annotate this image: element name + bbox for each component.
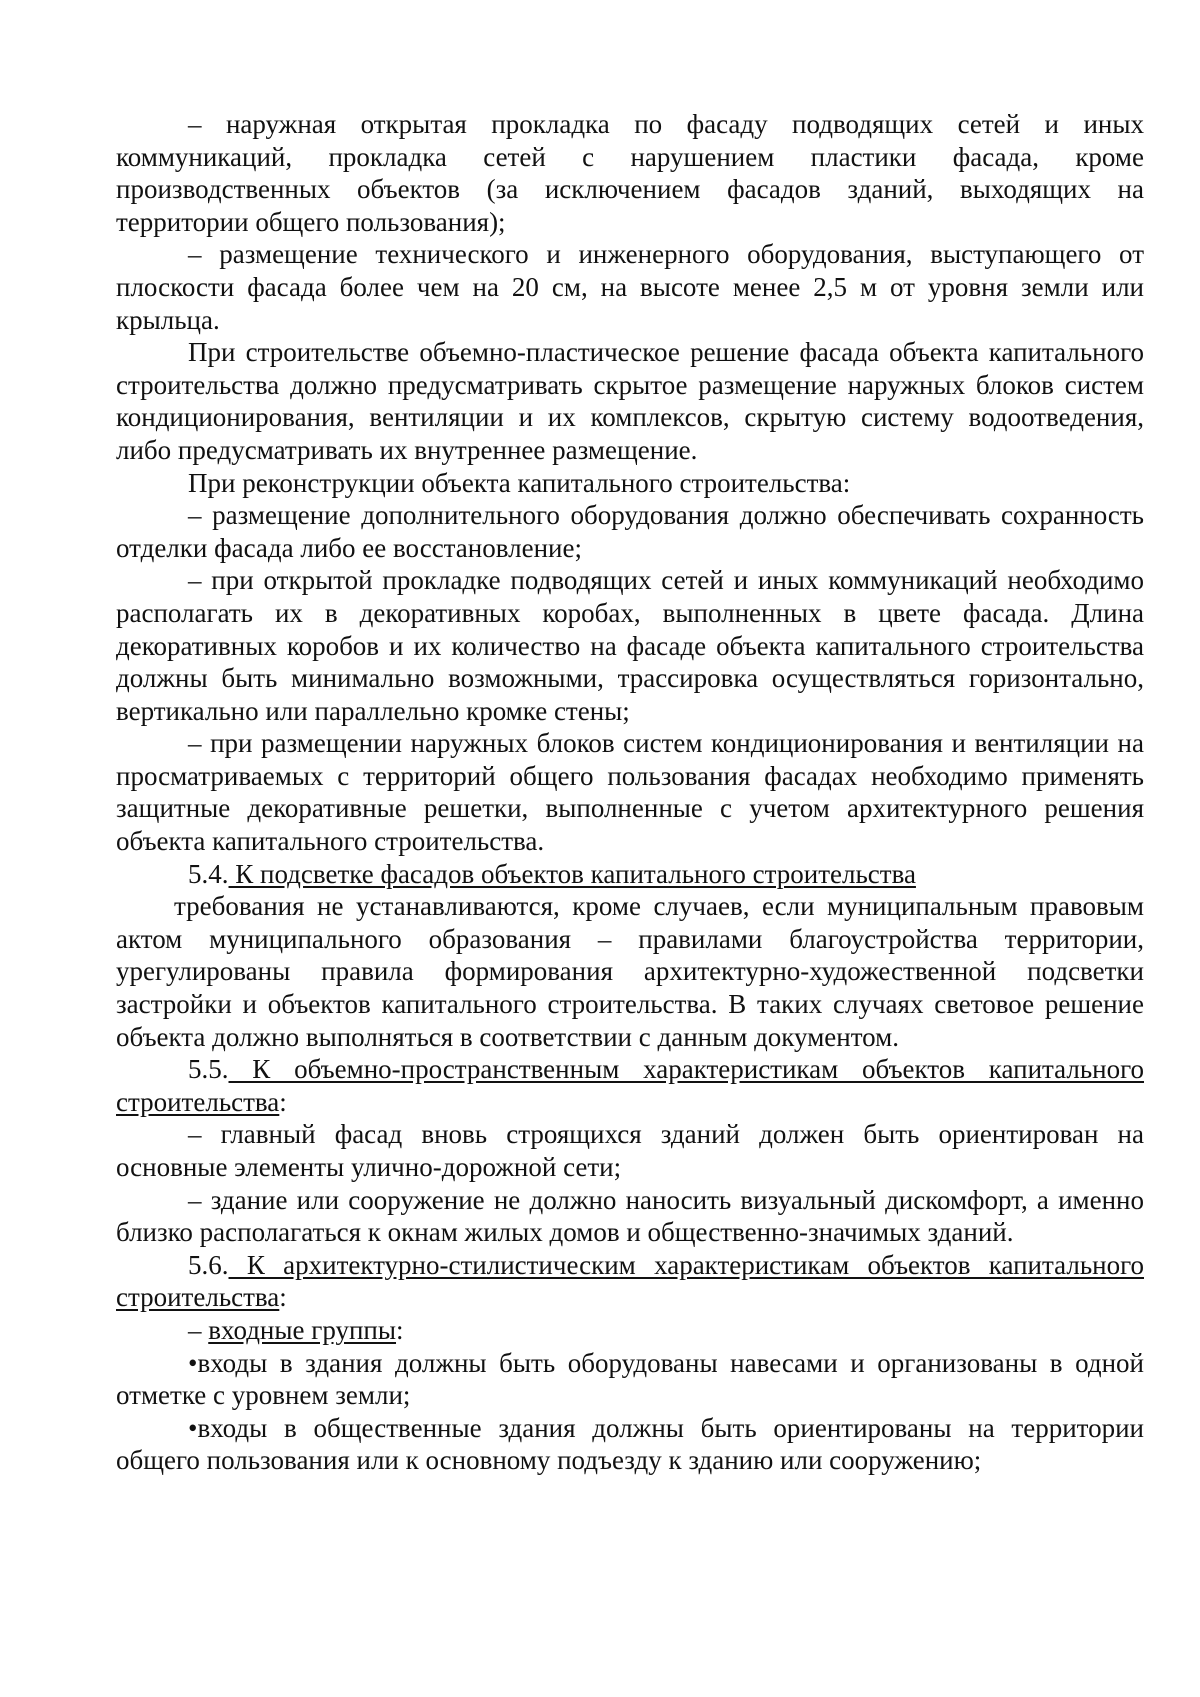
paragraph-main-facade: – главный фасад вновь строящихся зданий должен быть ориентирован на основные элементы улично-дорожной сети; (116, 1119, 1144, 1182)
section-5-6-colon: : (279, 1282, 287, 1313)
paragraph-additional-equipment: – размещение дополнительного оборудования должно обеспечивать сохранность отделки фасада либо ее восстановление; (116, 500, 1144, 563)
paragraph-decorative-boxes: – при открытой прокладке подводящих сетей и иных коммуникаций необходимо располагать их в декоративных коробах, выполненных в цвете фасада. Длина декоративных коробов и их количество на фасаде объекта капитального строительства должны быть минимально возможными, трассировка осуществляться горизонтально, вертикально или параллельно кромке стены; (116, 565, 1144, 726)
bullet-text-canopies: входы в здания должны быть оборудованы навесами и организованы в одной отметке с уровнем земли; (116, 1347, 1144, 1411)
entrance-groups-label: входные группы (208, 1314, 397, 1345)
section-5-4-body: требования не устанавливаются, кроме случаев, если муниципальным правовым актом муниципального образования – правилами благоустройства территории, урегулированы правила формирования архитектурно-художественной подсветки застройки и объектов капитального строительства. В таких случаях световое решение объекта должно выполняться в соответствии с данным документом. (116, 891, 1144, 1052)
entrance-groups-dash: – (188, 1314, 209, 1345)
document-page (116, 108, 1144, 1477)
bullet-item (116, 1347, 1144, 1412)
section-5-4-heading: К подсветке фасадов объектов капитального строительства (228, 858, 916, 889)
bullet-item (116, 1412, 1144, 1477)
paragraph-construction: При строительстве объемно-пластическое решение фасада объекта капитального строительства должно предусматривать скрытое размещение наружных блоков систем кондиционирования, вентиляции и их комплексов, скрытую систему водоотведения, либо предусматривать их внутреннее размещение. (116, 337, 1144, 465)
section-5-5-number: 5.5. (188, 1054, 229, 1085)
paragraph-protective-grilles: – при размещении наружных блоков систем кондиционирования и вентиляции на просматриваемых с территорий общего пользования фасадах необходимо применять защитные декоративные решетки, выполненные с учетом архитектурного решения объекта капитального строительства. (116, 728, 1144, 857)
paragraph-entrance-groups (116, 1314, 1144, 1347)
section-5-4-number: 5.4. (188, 858, 229, 889)
paragraph-exterior-networks: – наружная открытая прокладка по фасаду подводящих сетей и иных коммуникаций, прокладка сетей с нарушением пластики фасада, кроме производственных объектов (за исключением фасадов зданий, выходящих на территории общего пользования); (116, 109, 1144, 237)
section-5-5 (116, 1053, 1144, 1118)
section-5-6 (116, 1249, 1144, 1314)
paragraph-reconstruction-intro: При реконструкции объекта капитального строительства: (188, 467, 851, 498)
entrance-groups-colon: : (396, 1314, 404, 1345)
section-5-6-heading: К архитектурно-стилистическим характеристикам объектов капитального строительства (116, 1249, 1144, 1313)
bullet-text-orientation: входы в общественные здания должны быть ориентированы на территории общего пользования или к основному подъезду к зданию или сооружению; (116, 1412, 1144, 1476)
section-5-5-colon: : (279, 1086, 287, 1117)
section-5-5-heading: К объемно-пространственным характеристикам объектов капитального строительства (116, 1054, 1144, 1117)
paragraph-equipment-placement: – размещение технического и инженерного оборудования, выступающего от плоскости фасада более чем на 20 см, на высоте менее 2,5 м от уровня земли или крыльца. (116, 239, 1144, 335)
bullet-dot-icon: • (188, 1412, 198, 1443)
section-5-6-number: 5.6. (188, 1249, 229, 1280)
bullet-dot-icon: • (188, 1347, 198, 1378)
paragraph-visual-discomfort: – здание или сооружение не должно наносить визуальный дискомфорт, а именно близко располагаться к окнам жилых домов и общественно-значимых зданий. (116, 1184, 1144, 1248)
section-5-4 (116, 858, 1144, 1054)
